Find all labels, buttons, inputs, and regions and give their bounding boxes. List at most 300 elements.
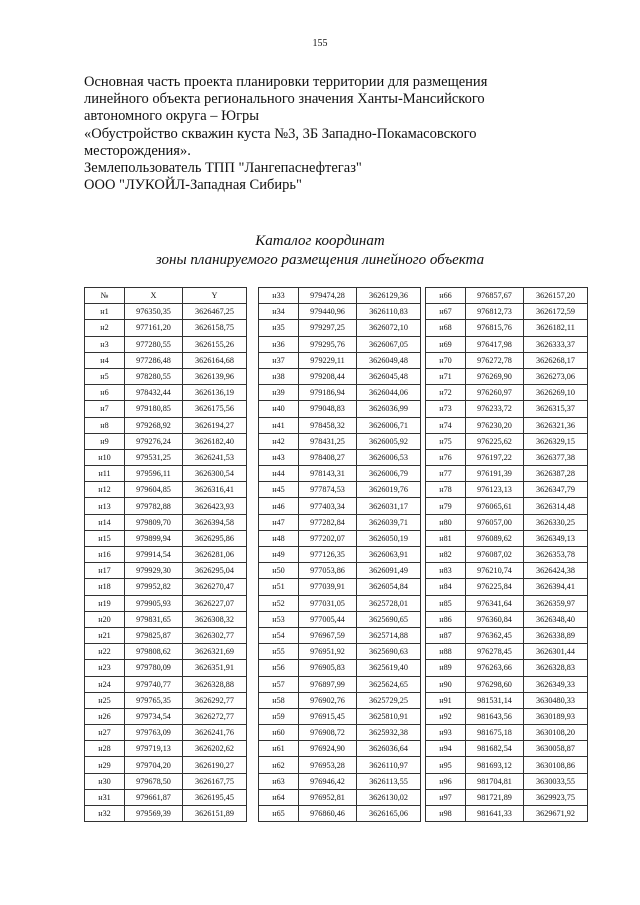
table-row: [259, 627, 421, 643]
x-coordinate-cell: 976087,02: [466, 547, 524, 563]
x-coordinate-cell: 976341,64: [466, 595, 524, 611]
x-coordinate-cell: 976065,61: [466, 498, 524, 514]
table-row: [259, 466, 421, 482]
x-coordinate-cell: 979808,62: [125, 644, 183, 660]
y-coordinate-cell: 3626006,71: [357, 417, 421, 433]
table-row: [426, 482, 588, 498]
y-coordinate-cell: 3625728,01: [357, 595, 421, 611]
header-line: месторождения».: [84, 142, 191, 159]
y-coordinate-cell: 3626349,33: [524, 676, 588, 692]
table-row: [426, 385, 588, 401]
y-coordinate-cell: Y: [183, 288, 247, 304]
table-row: [259, 401, 421, 417]
x-coordinate-cell: 977202,07: [299, 530, 357, 546]
table-row: [85, 563, 247, 579]
table-row: [85, 692, 247, 708]
table-row: [85, 708, 247, 724]
point-id-cell: н39: [259, 385, 299, 401]
x-coordinate-cell: 976260,97: [466, 385, 524, 401]
point-id-cell: н31: [85, 789, 125, 805]
x-coordinate-cell: 976360,84: [466, 611, 524, 627]
table-row: [426, 320, 588, 336]
table-row: [426, 627, 588, 643]
point-id-cell: н77: [426, 466, 466, 482]
point-id-cell: н54: [259, 627, 299, 643]
x-coordinate-cell: 981704,81: [466, 773, 524, 789]
table-row: [259, 530, 421, 546]
point-id-cell: н41: [259, 417, 299, 433]
y-coordinate-cell: 3626330,25: [524, 514, 588, 530]
point-id-cell: н45: [259, 482, 299, 498]
y-coordinate-cell: 3626110,83: [357, 304, 421, 320]
x-coordinate-cell: 981643,56: [466, 708, 524, 724]
point-id-cell: н19: [85, 595, 125, 611]
point-id-cell: н23: [85, 660, 125, 676]
x-coordinate-cell: 979899,94: [125, 530, 183, 546]
x-coordinate-cell: 976946,42: [299, 773, 357, 789]
x-coordinate-cell: 981693,12: [466, 757, 524, 773]
y-coordinate-cell: 3625690,65: [357, 611, 421, 627]
x-coordinate-cell: 976350,35: [125, 304, 183, 320]
x-coordinate-cell: 981721,89: [466, 789, 524, 805]
table-row: [426, 660, 588, 676]
table-row: [85, 320, 247, 336]
x-coordinate-cell: 976897,99: [299, 676, 357, 692]
y-coordinate-cell: 3625932,38: [357, 725, 421, 741]
table-body: [259, 288, 421, 822]
table-row: [85, 644, 247, 660]
table-row: [259, 676, 421, 692]
point-id-cell: н48: [259, 530, 299, 546]
point-id-cell: н64: [259, 789, 299, 805]
x-coordinate-cell: 977286,48: [125, 352, 183, 368]
y-coordinate-cell: 3626182,11: [524, 320, 588, 336]
x-coordinate-cell: 977053,86: [299, 563, 357, 579]
x-coordinate-cell: 977031,05: [299, 595, 357, 611]
table-row: [85, 498, 247, 514]
y-coordinate-cell: 3626300,54: [183, 466, 247, 482]
point-id-cell: н55: [259, 644, 299, 660]
point-id-cell: н96: [426, 773, 466, 789]
table-body: [85, 288, 247, 822]
table-row: [426, 449, 588, 465]
x-coordinate-cell: 979719,13: [125, 741, 183, 757]
x-coordinate-cell: 979914,54: [125, 547, 183, 563]
point-id-cell: н34: [259, 304, 299, 320]
y-coordinate-cell: 3626045,48: [357, 368, 421, 384]
x-coordinate-cell: 977874,53: [299, 482, 357, 498]
table-row: [426, 530, 588, 546]
x-coordinate-cell: 979048,83: [299, 401, 357, 417]
coordinates-table-2: [258, 287, 421, 822]
table-row: [426, 757, 588, 773]
x-coordinate-cell: 979295,76: [299, 336, 357, 352]
y-coordinate-cell: 3626394,41: [524, 579, 588, 595]
y-coordinate-cell: 3626067,05: [357, 336, 421, 352]
table-row: [426, 547, 588, 563]
x-coordinate-cell: 976123,13: [466, 482, 524, 498]
point-id-cell: н27: [85, 725, 125, 741]
point-id-cell: н68: [426, 320, 466, 336]
x-coordinate-cell: 981531,14: [466, 692, 524, 708]
x-coordinate-cell: 977280,55: [125, 336, 183, 352]
point-id-cell: н28: [85, 741, 125, 757]
point-id-cell: н6: [85, 385, 125, 401]
y-coordinate-cell: 3626394,58: [183, 514, 247, 530]
point-id-cell: н36: [259, 336, 299, 352]
y-coordinate-cell: 3626333,37: [524, 336, 588, 352]
document-header: [84, 74, 584, 194]
x-coordinate-cell: 979180,85: [125, 401, 183, 417]
x-coordinate-cell: 979809,70: [125, 514, 183, 530]
table-row: [85, 368, 247, 384]
point-id-cell: н89: [426, 660, 466, 676]
point-id-cell: н17: [85, 563, 125, 579]
point-id-cell: н59: [259, 708, 299, 724]
table-row: [259, 773, 421, 789]
y-coordinate-cell: 3630058,87: [524, 741, 588, 757]
point-id-cell: н91: [426, 692, 466, 708]
table-row: [426, 498, 588, 514]
x-coordinate-cell: 976210,74: [466, 563, 524, 579]
point-id-cell: н61: [259, 741, 299, 757]
table-row: [259, 563, 421, 579]
table-row: [259, 579, 421, 595]
y-coordinate-cell: 3626091,49: [357, 563, 421, 579]
table-row: [259, 644, 421, 660]
y-coordinate-cell: 3630108,20: [524, 725, 588, 741]
table-row: [85, 579, 247, 595]
x-coordinate-cell: 979440,96: [299, 304, 357, 320]
table-row: [426, 368, 588, 384]
y-coordinate-cell: 3626272,77: [183, 708, 247, 724]
point-id-cell: н43: [259, 449, 299, 465]
point-id-cell: н22: [85, 644, 125, 660]
table-row: [426, 352, 588, 368]
table-row: [259, 320, 421, 336]
x-coordinate-cell: 977005,44: [299, 611, 357, 627]
y-coordinate-cell: 3626423,93: [183, 498, 247, 514]
x-coordinate-cell: 979780,09: [125, 660, 183, 676]
table-row: [426, 433, 588, 449]
table-row: [85, 385, 247, 401]
x-coordinate-cell: 979604,85: [125, 482, 183, 498]
table-row: [259, 692, 421, 708]
y-coordinate-cell: 3626301,44: [524, 644, 588, 660]
x-coordinate-cell: 976908,72: [299, 725, 357, 741]
point-id-cell: н50: [259, 563, 299, 579]
y-coordinate-cell: 3626039,71: [357, 514, 421, 530]
point-id-cell: н80: [426, 514, 466, 530]
x-coordinate-cell: 976230,20: [466, 417, 524, 433]
x-coordinate-cell: 979740,77: [125, 676, 183, 692]
x-coordinate-cell: 979596,11: [125, 466, 183, 482]
x-coordinate-cell: 976225,84: [466, 579, 524, 595]
point-id-cell: н47: [259, 514, 299, 530]
point-id-cell: н32: [85, 806, 125, 822]
y-coordinate-cell: 3626044,06: [357, 385, 421, 401]
table-row: [426, 417, 588, 433]
point-id-cell: н42: [259, 433, 299, 449]
y-coordinate-cell: 3626328,88: [183, 676, 247, 692]
point-id-cell: н16: [85, 547, 125, 563]
x-coordinate-cell: 981641,33: [466, 806, 524, 822]
table-row: [85, 433, 247, 449]
table-row: [259, 595, 421, 611]
table-row: [85, 611, 247, 627]
y-coordinate-cell: 3626347,79: [524, 482, 588, 498]
x-coordinate-cell: 979831,65: [125, 611, 183, 627]
x-coordinate-cell: 976952,81: [299, 789, 357, 805]
y-coordinate-cell: 3626175,56: [183, 401, 247, 417]
x-coordinate-cell: 976233,72: [466, 401, 524, 417]
x-coordinate-cell: 979474,28: [299, 288, 357, 304]
y-coordinate-cell: 3626316,41: [183, 482, 247, 498]
header-line: «Обустройство скважин куста №3, 3Б Западно-Покамасовского: [84, 125, 477, 142]
point-id-cell: н37: [259, 352, 299, 368]
table-row: [426, 304, 588, 320]
point-id-cell: н29: [85, 757, 125, 773]
x-coordinate-cell: 978280,55: [125, 368, 183, 384]
x-coordinate-cell: 978458,32: [299, 417, 357, 433]
header-line: Землепользователь ТПП "Лангепаснефтегаз": [84, 160, 362, 177]
table-row: [85, 530, 247, 546]
point-id-cell: н90: [426, 676, 466, 692]
x-coordinate-cell: 979229,11: [299, 352, 357, 368]
point-id-cell: н2: [85, 320, 125, 336]
point-id-cell: н38: [259, 368, 299, 384]
header-line: линейного объекта регионального значения Ханты-Мансийского: [84, 91, 485, 108]
table-row: [426, 336, 588, 352]
point-id-cell: н33: [259, 288, 299, 304]
y-coordinate-cell: 3626227,07: [183, 595, 247, 611]
table-row: [259, 417, 421, 433]
table-row: [426, 741, 588, 757]
y-coordinate-cell: 3626158,75: [183, 320, 247, 336]
header-line: автономного округа – Югры: [84, 108, 260, 125]
point-id-cell: н94: [426, 741, 466, 757]
y-coordinate-cell: 3626351,91: [183, 660, 247, 676]
table-row: [426, 401, 588, 417]
point-id-cell: н24: [85, 676, 125, 692]
table-row: [426, 466, 588, 482]
y-coordinate-cell: 3626151,89: [183, 806, 247, 822]
x-coordinate-cell: 976905,83: [299, 660, 357, 676]
point-id-cell: н49: [259, 547, 299, 563]
y-coordinate-cell: 3626241,76: [183, 725, 247, 741]
point-id-cell: н93: [426, 725, 466, 741]
point-id-cell: н85: [426, 595, 466, 611]
point-id-cell: н15: [85, 530, 125, 546]
x-coordinate-cell: 979531,25: [125, 449, 183, 465]
y-coordinate-cell: 3626110,97: [357, 757, 421, 773]
y-coordinate-cell: 3626359,97: [524, 595, 588, 611]
y-coordinate-cell: 3626281,06: [183, 547, 247, 563]
point-id-cell: н66: [426, 288, 466, 304]
table-row: [259, 725, 421, 741]
y-coordinate-cell: 3626006,79: [357, 466, 421, 482]
x-coordinate-cell: 977126,35: [299, 547, 357, 563]
x-coordinate-cell: 976924,90: [299, 741, 357, 757]
y-coordinate-cell: 3626314,48: [524, 498, 588, 514]
point-id-cell: н5: [85, 368, 125, 384]
point-id-cell: н71: [426, 368, 466, 384]
table-row: [259, 352, 421, 368]
y-coordinate-cell: 3630189,93: [524, 708, 588, 724]
y-coordinate-cell: 3625619,40: [357, 660, 421, 676]
header-line: Основная часть проекта планировки территории для размещения: [84, 74, 488, 90]
y-coordinate-cell: 3626036,99: [357, 401, 421, 417]
y-coordinate-cell: 3626050,19: [357, 530, 421, 546]
x-coordinate-cell: 976815,76: [466, 320, 524, 336]
page-number: 155: [312, 38, 328, 49]
table-row: [259, 336, 421, 352]
y-coordinate-cell: 3626329,15: [524, 433, 588, 449]
y-coordinate-cell: 3626167,75: [183, 773, 247, 789]
table-row: [426, 676, 588, 692]
table-row: [259, 660, 421, 676]
y-coordinate-cell: 3626005,92: [357, 433, 421, 449]
point-id-cell: н20: [85, 611, 125, 627]
table-row: [426, 806, 588, 822]
point-id-cell: н60: [259, 725, 299, 741]
x-coordinate-cell: 976417,98: [466, 336, 524, 352]
table-row: [85, 304, 247, 320]
x-coordinate-cell: 979763,09: [125, 725, 183, 741]
coordinates-table-3: [425, 287, 588, 822]
table-row: [85, 449, 247, 465]
y-coordinate-cell: 3626349,13: [524, 530, 588, 546]
y-coordinate-cell: 3626129,36: [357, 288, 421, 304]
x-coordinate-cell: 976191,39: [466, 466, 524, 482]
x-coordinate-cell: 979734,54: [125, 708, 183, 724]
table-row: [259, 368, 421, 384]
point-id-cell: н51: [259, 579, 299, 595]
x-coordinate-cell: 976089,62: [466, 530, 524, 546]
table-row: [259, 433, 421, 449]
point-id-cell: н86: [426, 611, 466, 627]
table-row: [85, 547, 247, 563]
y-coordinate-cell: 3626194,27: [183, 417, 247, 433]
x-coordinate-cell: 979186,94: [299, 385, 357, 401]
x-coordinate-cell: 976225,62: [466, 433, 524, 449]
table-body: [426, 288, 588, 822]
x-coordinate-cell: 976298,60: [466, 676, 524, 692]
catalog-title-line: зоны планируемого размещения линейного объекта: [155, 252, 485, 268]
y-coordinate-cell: 3626321,36: [524, 417, 588, 433]
point-id-cell: н13: [85, 498, 125, 514]
x-coordinate-cell: 979825,87: [125, 627, 183, 643]
point-id-cell: н92: [426, 708, 466, 724]
table-row: [259, 288, 421, 304]
y-coordinate-cell: 3626036,64: [357, 741, 421, 757]
x-coordinate-cell: 979276,24: [125, 433, 183, 449]
table-header-row: [85, 288, 247, 304]
y-coordinate-cell: 3626063,91: [357, 547, 421, 563]
point-id-cell: н69: [426, 336, 466, 352]
y-coordinate-cell: 3625690,63: [357, 644, 421, 660]
y-coordinate-cell: 3626155,26: [183, 336, 247, 352]
y-coordinate-cell: 3626295,04: [183, 563, 247, 579]
table-row: [85, 336, 247, 352]
y-coordinate-cell: 3626321,69: [183, 644, 247, 660]
x-coordinate-cell: 976263,66: [466, 660, 524, 676]
point-id-cell: н44: [259, 466, 299, 482]
table-row: [259, 789, 421, 805]
point-id-cell: н10: [85, 449, 125, 465]
y-coordinate-cell: 3626139,96: [183, 368, 247, 384]
x-coordinate-cell: 976812,73: [466, 304, 524, 320]
x-coordinate-cell: 979569,39: [125, 806, 183, 822]
y-coordinate-cell: 3626269,10: [524, 385, 588, 401]
table-row: [426, 644, 588, 660]
y-coordinate-cell: 3626348,40: [524, 611, 588, 627]
point-id-cell: н82: [426, 547, 466, 563]
point-id-cell: н58: [259, 692, 299, 708]
x-coordinate-cell: 978408,27: [299, 449, 357, 465]
table-row: [85, 417, 247, 433]
x-coordinate-cell: 976197,22: [466, 449, 524, 465]
x-coordinate-cell: 979208,44: [299, 368, 357, 384]
point-id-cell: н81: [426, 530, 466, 546]
table-row: [259, 498, 421, 514]
table-row: [85, 660, 247, 676]
y-coordinate-cell: 3626172,59: [524, 304, 588, 320]
table-row: [426, 789, 588, 805]
y-coordinate-cell: 3626157,20: [524, 288, 588, 304]
table-row: [259, 385, 421, 401]
catalog-title: [0, 232, 640, 270]
point-id-cell: н98: [426, 806, 466, 822]
point-id-cell: н26: [85, 708, 125, 724]
point-id-cell: н72: [426, 385, 466, 401]
y-coordinate-cell: 3626136,19: [183, 385, 247, 401]
point-id-cell: н12: [85, 482, 125, 498]
table-row: [426, 725, 588, 741]
x-coordinate-cell: 979268,92: [125, 417, 183, 433]
y-coordinate-cell: 3625714,88: [357, 627, 421, 643]
table-row: [426, 288, 588, 304]
point-id-cell: н46: [259, 498, 299, 514]
table-row: [426, 595, 588, 611]
y-coordinate-cell: 3625810,91: [357, 708, 421, 724]
point-id-cell: н62: [259, 757, 299, 773]
y-coordinate-cell: 3626164,68: [183, 352, 247, 368]
y-coordinate-cell: 3626377,38: [524, 449, 588, 465]
table-row: [426, 692, 588, 708]
point-id-cell: н8: [85, 417, 125, 433]
x-coordinate-cell: 976057,00: [466, 514, 524, 530]
table-row: [426, 514, 588, 530]
table-row: [85, 806, 247, 822]
point-id-cell: н84: [426, 579, 466, 595]
y-coordinate-cell: 3626019,76: [357, 482, 421, 498]
point-id-cell: н11: [85, 466, 125, 482]
table-row: [85, 401, 247, 417]
y-coordinate-cell: 3626130,02: [357, 789, 421, 805]
table-row: [85, 676, 247, 692]
point-id-cell: н74: [426, 417, 466, 433]
point-id-cell: н83: [426, 563, 466, 579]
point-id-cell: н78: [426, 482, 466, 498]
y-coordinate-cell: 3626202,62: [183, 741, 247, 757]
point-id-cell: н7: [85, 401, 125, 417]
x-coordinate-cell: X: [125, 288, 183, 304]
point-id-cell: н95: [426, 757, 466, 773]
y-coordinate-cell: 3626072,10: [357, 320, 421, 336]
point-id-cell: н73: [426, 401, 466, 417]
y-coordinate-cell: 3626308,32: [183, 611, 247, 627]
